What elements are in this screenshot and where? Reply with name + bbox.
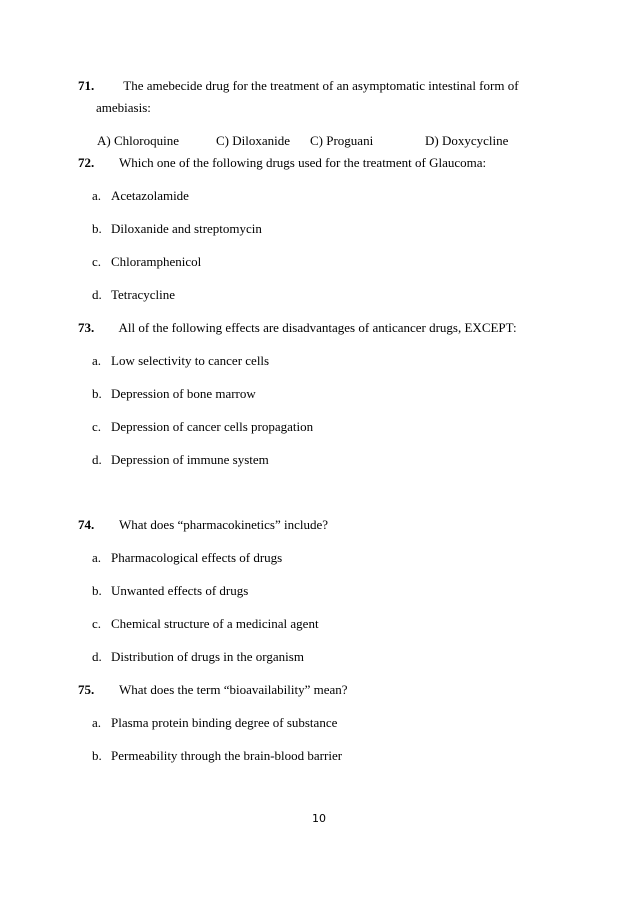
option-letter: a. bbox=[92, 188, 102, 203]
option-letter: a. bbox=[92, 715, 102, 730]
question-number: 75. bbox=[78, 682, 95, 697]
question-71-text-continuation: amebiasis: bbox=[96, 100, 151, 115]
option-text: Plasma protein binding degree of substance bbox=[111, 715, 338, 730]
question-74-option-d bbox=[92, 649, 304, 665]
option-text: Pharmacological effects of drugs bbox=[111, 550, 283, 565]
question-text: Which one of the following drugs used for the treatment of Glaucoma: bbox=[119, 155, 487, 170]
question-74-heading bbox=[78, 517, 328, 533]
option-text: Depression of immune system bbox=[111, 452, 269, 467]
option-text: Permeability through the brain-blood barrier bbox=[111, 748, 343, 763]
option-letter: b. bbox=[92, 748, 102, 763]
question-text: What does the term “bioavailability” mean? bbox=[119, 682, 348, 697]
option-letter: b. bbox=[92, 221, 102, 236]
option-text: Tetracycline bbox=[111, 287, 176, 302]
question-73-option-c bbox=[92, 419, 313, 435]
question-text: All of the following effects are disadvantages of anticancer drugs, EXCEPT: bbox=[118, 320, 517, 335]
option-text: Acetazolamide bbox=[111, 188, 189, 203]
question-72-option-c bbox=[92, 254, 201, 270]
page-number: 10 bbox=[312, 812, 326, 825]
question-number: 72. bbox=[78, 155, 95, 170]
option-letter: d. bbox=[92, 649, 102, 664]
option-text: Depression of bone marrow bbox=[111, 386, 256, 401]
option-text: Diloxanide and streptomycin bbox=[111, 221, 262, 236]
question-text: The amebecide drug for the treatment of an asymptomatic intestinal form of bbox=[123, 78, 519, 93]
question-number: 74. bbox=[78, 517, 95, 532]
question-72-option-b bbox=[92, 221, 262, 237]
question-number: 71. bbox=[78, 78, 95, 93]
option-text: Unwanted effects of drugs bbox=[111, 583, 249, 598]
option-text: Depression of cancer cells propagation bbox=[111, 419, 314, 434]
question-71-heading bbox=[78, 78, 519, 94]
option-letter: d. bbox=[92, 287, 102, 302]
option-text: Low selectivity to cancer cells bbox=[111, 353, 270, 368]
option-letter: c. bbox=[92, 616, 102, 631]
option-text: Chloramphenicol bbox=[111, 254, 202, 269]
option-letter: c. bbox=[92, 254, 102, 269]
question-75-heading bbox=[78, 682, 348, 698]
question-text: What does “pharmacokinetics” include? bbox=[119, 517, 329, 532]
question-71-option-b: C) Diloxanide bbox=[216, 133, 291, 148]
question-75-option-b bbox=[92, 748, 342, 764]
question-74-option-b bbox=[92, 583, 248, 599]
option-text: Distribution of drugs in the organism bbox=[111, 649, 304, 664]
option-letter: a. bbox=[92, 550, 102, 565]
question-73-option-b bbox=[92, 386, 256, 402]
option-letter: b. bbox=[92, 583, 102, 598]
option-text: Chemical structure of a medicinal agent bbox=[111, 616, 319, 631]
question-74-option-c bbox=[92, 616, 319, 632]
question-73-heading bbox=[78, 320, 517, 336]
question-71-option-a: A) Chloroquine bbox=[97, 133, 179, 148]
question-73-option-a bbox=[92, 353, 269, 369]
question-74-option-a bbox=[92, 550, 282, 566]
option-letter: d. bbox=[92, 452, 102, 467]
question-number: 73. bbox=[78, 320, 95, 335]
question-73-option-d bbox=[92, 452, 269, 468]
question-75-option-a bbox=[92, 715, 337, 731]
question-72-option-d bbox=[92, 287, 175, 303]
option-letter: a. bbox=[92, 353, 102, 368]
question-72-option-a bbox=[92, 188, 189, 204]
question-72-heading bbox=[78, 155, 486, 171]
option-letter: c. bbox=[92, 419, 102, 434]
option-letter: b. bbox=[92, 386, 102, 401]
question-71-option-c: C) Proguani bbox=[310, 133, 374, 148]
question-71-option-d: D) Doxycycline bbox=[425, 133, 509, 148]
